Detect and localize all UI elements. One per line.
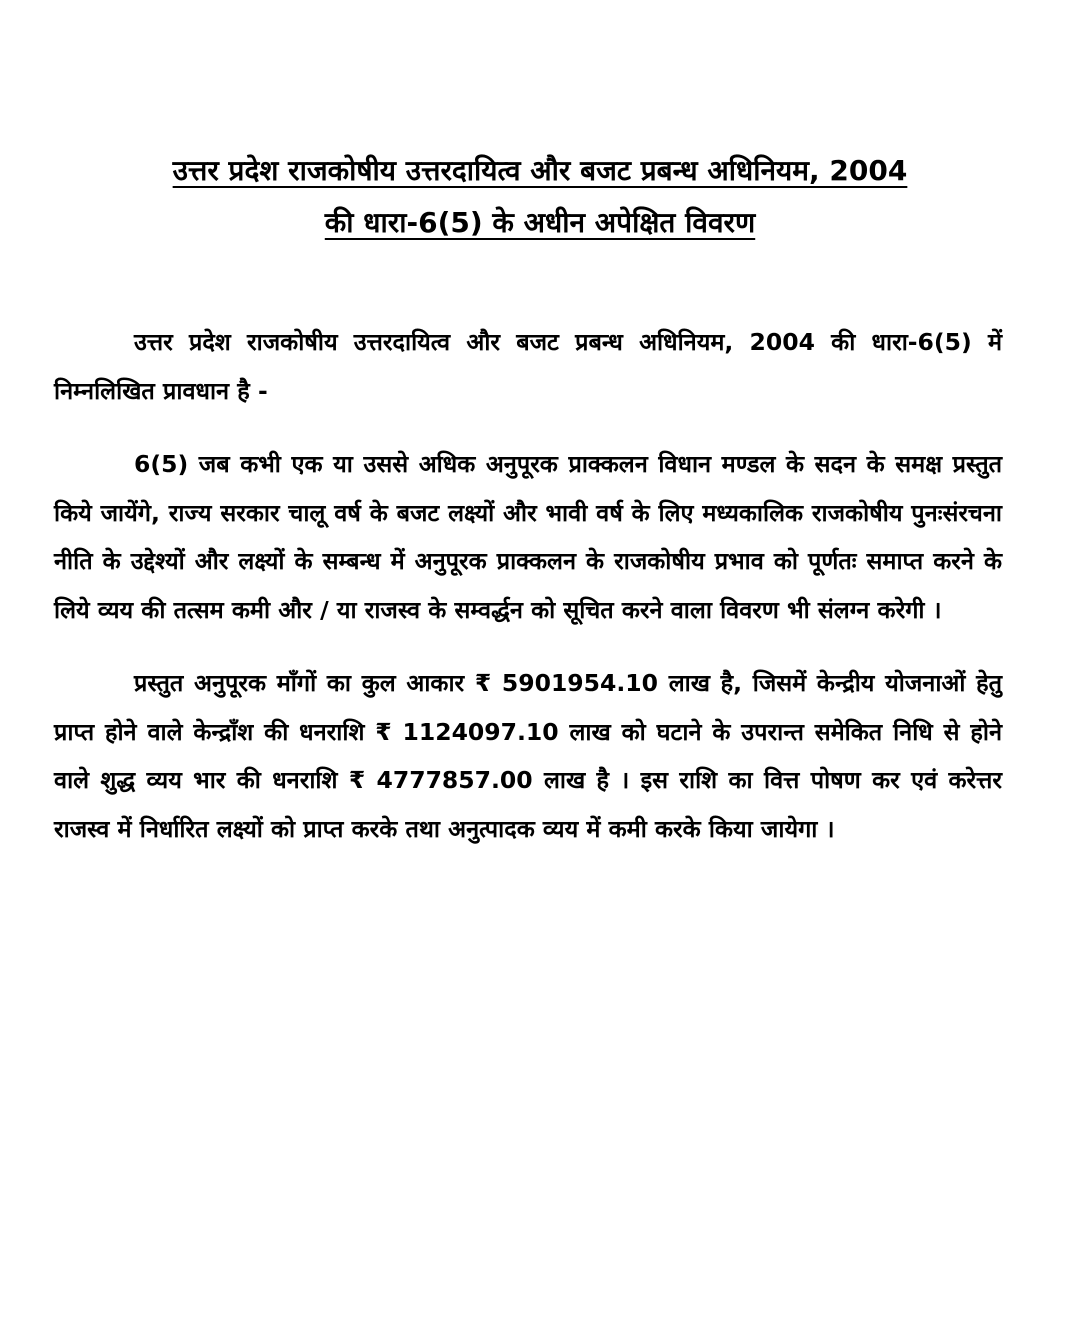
document-title	[40, 145, 1040, 249]
paragraph-supplementary-demands: प्रस्तुत अनुपूरक माँगों का कुल आकार ₹ 5901954.10 लाख है, जिसमें केन्द्रीय योजनाओं हेतु प्राप्त होने वाले केन्द्राँश की धनराशि ₹ 1124097.10 लाख को घटाने के उपरान्त समेकित निधि से होने वाले शुद्ध व्यय भार की धनराशि ₹ 4777857.00 लाख है । इस राशि का वित्त पोषण कर एवं करेत्तर राजस्व में निर्धारित लक्ष्यों को प्राप्त करके तथा अनुत्पादक व्यय में कमी करके किया जायेगा ।	[54, 669, 1002, 843]
title-line-1: उत्तर प्रदेश राजकोषीय उत्तरदायित्व और बजट प्रबन्ध अधिनियम, 2004	[172, 154, 908, 187]
document-body	[54, 318, 1002, 853]
title-line-2: की धारा-6(5) के अधीन अपेक्षित विवरण	[324, 206, 756, 239]
paragraph-section-6-5: 6(5) जब कभी एक या उससे अधिक अनुपूरक प्राक्कलन विधान मण्डल के सदन के समक्ष प्रस्तुत किये जायेंगे, राज्य सरकार चालू वर्ष के बजट लक्ष्यों और भावी वर्ष के लिए मध्यकालिक राजकोषीय पुनःसंरचना नीति के उद्देश्यों और लक्ष्यों के सम्बन्ध में अनुपूरक प्राक्कलन के राजकोषीय प्रभाव को पूर्णतः समाप्त करने के लिये व्यय की तत्सम कमी और / या राजस्व के सम्वर्द्धन को सूचित करने वाला विवरण भी संलग्न करेगी ।	[54, 450, 1002, 624]
paragraph-act-provision: उत्तर प्रदेश राजकोषीय उत्तरदायित्व और बजट प्रबन्ध अधिनियम, 2004 की धारा-6(5) में निम्नलिखित प्रावधान है -	[54, 328, 1002, 405]
